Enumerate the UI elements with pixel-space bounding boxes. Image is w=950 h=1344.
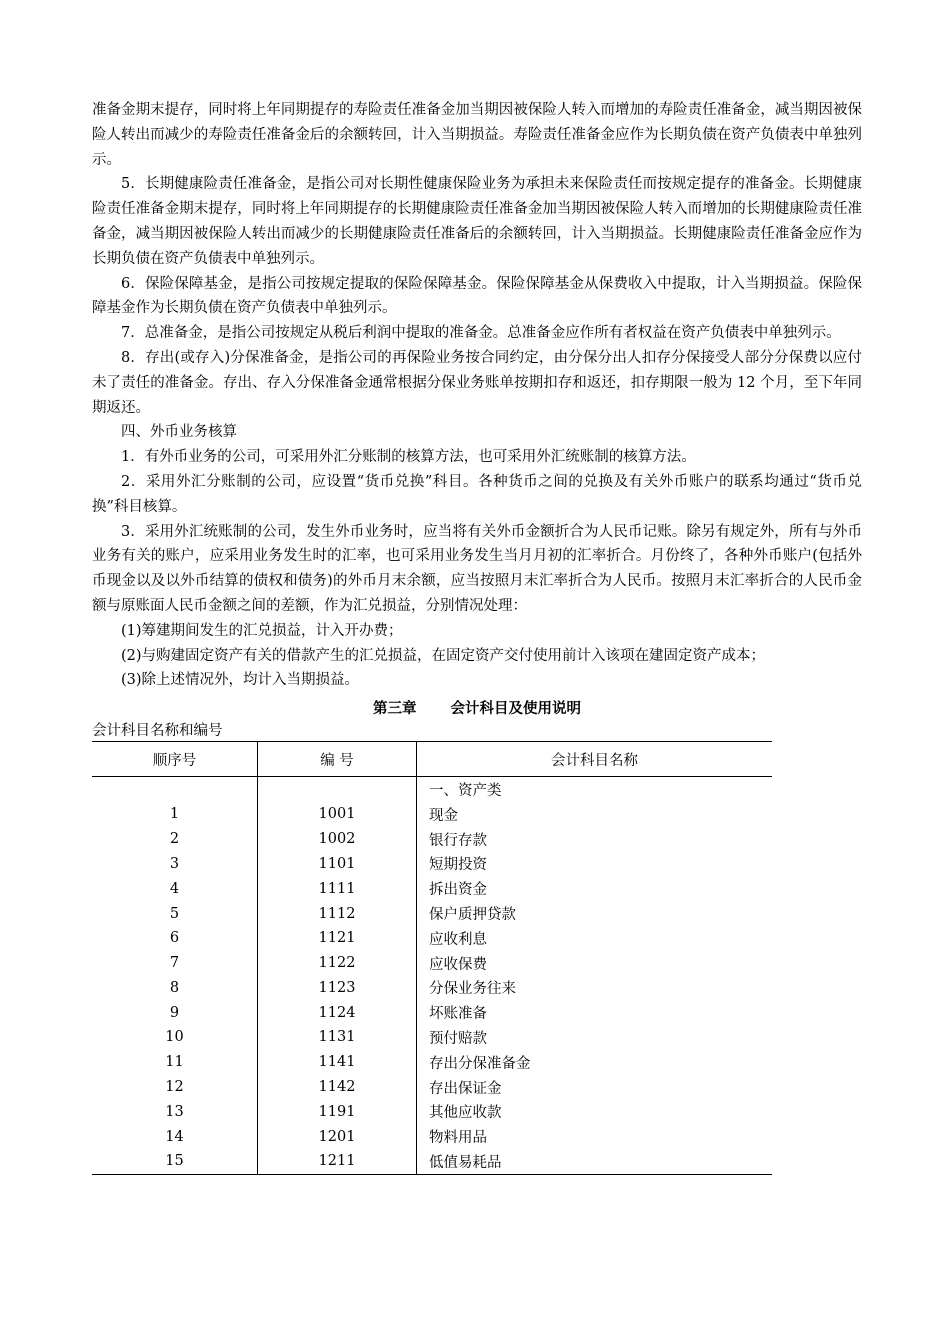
cell-name: 短期投资 — [429, 857, 487, 874]
cell-name: 分保业务往来 — [429, 981, 516, 998]
cell-code — [258, 777, 417, 802]
cell-name: 坏账准备 — [429, 1006, 487, 1023]
section-heading: 四、外币业务核算 — [121, 424, 237, 441]
cell-code: 1002 — [258, 827, 417, 852]
table-header-row — [92, 742, 772, 777]
cell-code: 1131 — [258, 1025, 417, 1050]
cell-code: 1123 — [258, 976, 417, 1001]
cell-name: 低值易耗品 — [417, 1149, 773, 1174]
chapter-name: 会计科目及使用说明 — [450, 701, 581, 718]
table-row — [92, 926, 772, 951]
table-row — [92, 1124, 772, 1149]
cell-seq: 15 — [92, 1149, 258, 1174]
table-row — [92, 777, 772, 802]
table-body — [92, 777, 772, 1175]
cell-name: 存出分保准备金 — [429, 1055, 531, 1072]
paragraph: 1．有外币业务的公司，可采用外汇分账制的核算方法，也可采用外汇统账制的核算方法。 — [121, 449, 696, 466]
list-item: (3)除上述情况外，均计入当期损益。 — [121, 672, 360, 689]
table-row — [92, 976, 772, 1001]
cell-code: 1142 — [258, 1075, 417, 1100]
cell-name: 应收利息 — [429, 931, 487, 948]
chapter-title — [92, 697, 862, 721]
cell-code: 1191 — [258, 1099, 417, 1124]
cell-seq: 8 — [92, 976, 258, 1001]
body-text — [92, 98, 862, 693]
paragraph: 5．长期健康险责任准备金，是指公司对长期性健康保险业务为承担未来保险责任而按规定提存的准备金。长期健康险责任准备金期末提存，同时将上年同期提存的长期健康险责任准备金加当期因被保险人转入而增加的长期健康险责任准备金，减当期因被保险人转出而减少的长期健康险责任准备后的余额转回，计入当期损益。长期健康险责任准备金应作为长期负债在资产负债表中单独列示。 — [92, 176, 862, 267]
header-seq: 顺序号 — [92, 742, 258, 777]
cell-code: 1141 — [258, 1050, 417, 1075]
cell-name: 一、资产类 — [429, 783, 502, 800]
cell-seq: 13 — [92, 1099, 258, 1124]
table-row — [92, 951, 772, 976]
cell-name: 银行存款 — [429, 832, 487, 849]
cell-code: 1121 — [258, 926, 417, 951]
cell-seq: 4 — [92, 876, 258, 901]
cell-seq: 9 — [92, 1000, 258, 1025]
cell-name: 物料用品 — [429, 1130, 487, 1147]
header-name: 会计科目名称 — [417, 742, 773, 777]
table-row — [92, 901, 772, 926]
table-row — [92, 1000, 772, 1025]
cell-seq: 11 — [92, 1050, 258, 1075]
cell-name: 拆出资金 — [429, 882, 487, 899]
paragraph: 3．采用外汇统账制的公司，发生外币业务时，应当将有关外币金额折合为人民币记账。除另有规定外，所有与外币业务有关的账户，应采用业务发生时的汇率，也可采用业务发生当月月初的汇率折合。月份终了，各种外币账户(包括外币现金以及以外币结算的债权和债务)的外币月末余额，应当按照月末汇率折合为人民币。按照月末汇率折合的人民币金额与原账面人民币金额之间的差额，作为汇兑损益，分别情况处理： — [92, 523, 862, 614]
list-item: (1)筹建期间发生的汇兑损益，计入开办费； — [121, 622, 403, 639]
cell-seq — [92, 777, 258, 802]
cell-seq: 7 — [92, 951, 258, 976]
table-row — [92, 1149, 772, 1174]
table-caption: 会计科目名称和编号 — [92, 723, 223, 740]
cell-name: 其他应收款 — [429, 1105, 502, 1122]
paragraph: 8．存出(或存入)分保准备金，是指公司的再保险业务按合同约定，由分保分出人扣存分保接受人部分分保费以应付未了责任的准备金。存出、存入分保准备金通常根据分保业务账单按期扣存和返还，扣存期限一般为 12 个月，至下年同期返还。 — [92, 349, 862, 416]
cell-name: 应收保费 — [429, 956, 487, 973]
paragraph: 7．总准备金，是指公司按规定从税后利润中提取的准备金。总准备金应作所有者权益在资产负债表中单独列示。 — [121, 325, 841, 342]
accounts-table — [92, 741, 772, 1175]
paragraph: 准备金期末提存，同时将上年同期提存的寿险责任准备金加当期因被保险人转入而增加的寿险责任准备金，减当期因被保险人转出而减少的寿险责任准备金后的余额转回，计入当期损益。寿险责任准备金应作为长期负债在资产负债表中单独列示。 — [92, 102, 862, 168]
paragraph: 6．保险保障基金，是指公司按规定提取的保险保障基金。保险保障基金从保费收入中提取，计入当期损益。保险保障基金作为长期负债在资产负债表中单独列示。 — [92, 275, 862, 317]
cell-code: 1211 — [258, 1149, 417, 1174]
cell-name: 保户质押贷款 — [429, 907, 516, 923]
paragraph: 2．采用外汇分账制的公司，应设置“货币兑换”科目。各种货币之间的兑换及有关外币账户的联系均通过“货币兑换”科目核算。 — [92, 473, 862, 515]
table-row — [92, 827, 772, 852]
cell-seq: 2 — [92, 827, 258, 852]
header-code: 编 号 — [258, 742, 417, 777]
cell-code: 1201 — [258, 1124, 417, 1149]
document-page — [92, 98, 862, 1175]
cell-seq: 14 — [92, 1124, 258, 1149]
cell-name: 预付赔款 — [429, 1030, 487, 1047]
cell-seq: 5 — [92, 901, 258, 926]
cell-code: 1101 — [258, 852, 417, 877]
table-row — [92, 1075, 772, 1100]
cell-name: 现金 — [429, 807, 458, 824]
table-row — [92, 1025, 772, 1050]
cell-name: 存出保证金 — [429, 1080, 502, 1097]
cell-code: 1122 — [258, 951, 417, 976]
table-row — [92, 1099, 772, 1124]
list-item: (2)与购建固定资产有关的借款产生的汇兑损益，在固定资产交付使用前计入该项在建固定资产成本； — [121, 647, 766, 664]
cell-code: 1112 — [258, 901, 417, 926]
table-row — [92, 852, 772, 877]
chapter-number: 第三章 — [373, 701, 417, 718]
cell-code: 1124 — [258, 1000, 417, 1025]
cell-code: 1111 — [258, 876, 417, 901]
cell-seq: 12 — [92, 1075, 258, 1100]
table-row — [92, 876, 772, 901]
cell-seq: 1 — [92, 802, 258, 827]
table-row — [92, 1050, 772, 1075]
cell-seq: 6 — [92, 926, 258, 951]
cell-seq: 10 — [92, 1025, 258, 1050]
table-row — [92, 802, 772, 827]
cell-seq: 3 — [92, 852, 258, 877]
cell-code: 1001 — [258, 802, 417, 827]
